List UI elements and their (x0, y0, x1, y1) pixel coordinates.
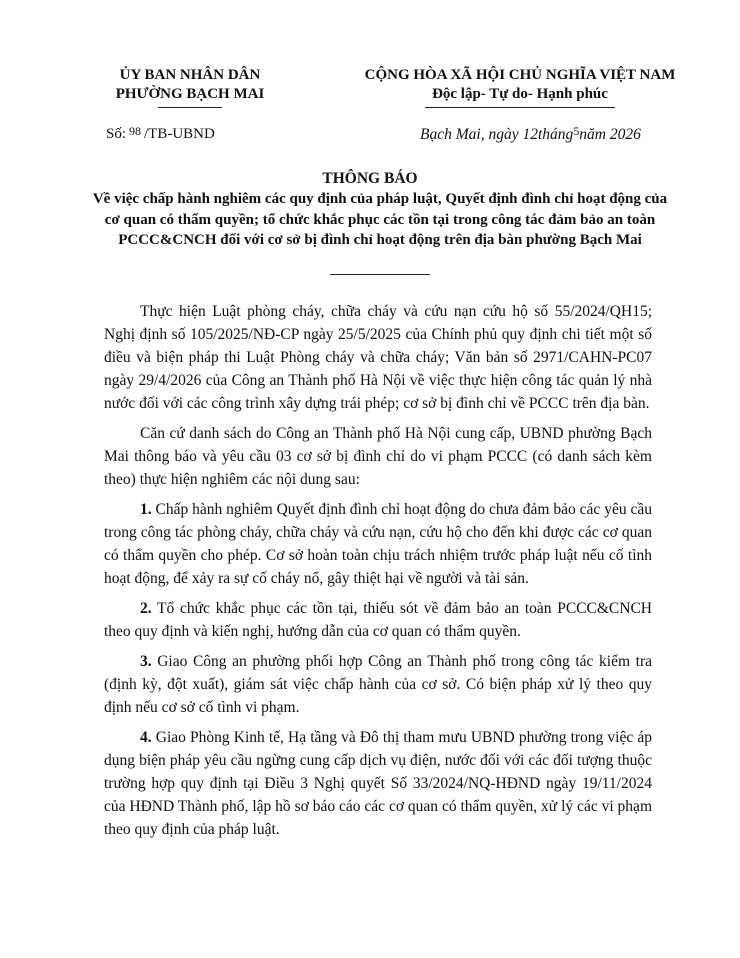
number-suffix: /TB-UBND (144, 126, 215, 142)
numbered-item: 3. Giao Công an phường phối hợp Công an Thành phố trong công tác kiểm tra (định kỳ, đột xuất), giám sát việc chấp hành của cơ sở. Có biện pháp xử lý theo quy định nếu cơ sở cố tình vi phạm. (104, 653, 652, 716)
subject-underline (330, 274, 430, 275)
item-number: 2. (140, 600, 152, 617)
issuing-authority (80, 66, 300, 108)
authority-line-1: ỦY BAN NHÂN DÂN (119, 67, 261, 83)
national-motto (330, 66, 710, 108)
item-number: 1. (140, 501, 152, 518)
date-month: 5 (573, 124, 580, 138)
numbered-item: 2. Tổ chức khắc phục các tồn tại, thiếu sót về đảm bảo an toàn PCCC&CNCH theo quy định và kiến nghị, hướng dẫn của cơ quan có thẩm quyền. (104, 600, 652, 640)
date-year: năm 2026 (579, 126, 641, 143)
document-subject: Về việc chấp hành nghiêm các quy định của pháp luật, Quyết định đình chỉ hoạt động của cơ quan có thẩm quyền; tổ chức khắc phục các tồn tại trong công tác đảm bảo an toàn PCCC&CNCH đối với cơ sở bị đình chỉ hoạt động trên địa bàn phường Bạch Mai (92, 191, 668, 248)
numbered-item: 1. Chấp hành nghiêm Quyết định đình chỉ hoạt động do chưa đảm bảo các yêu cầu trong công tác phòng cháy, chữa cháy và cứu nạn, cứu hộ cho đến khi được các cơ quan có thẩm quyền cho phép. Cơ sở hoàn toàn chịu trách nhiệm trước pháp luật nếu cố tình hoạt động, để xảy ra sự cố cháy nổ, gây thiệt hại về người và tài sản. (104, 501, 652, 587)
document-date (420, 126, 641, 144)
paragraph: Thực hiện Luật phòng cháy, chữa cháy và cứu nạn cứu hộ số 55/2024/QH15; Nghị định số 105/2025/NĐ-CP ngày 25/5/2025 của Chính phủ quy định chi tiết một số điều và biện pháp thi Luật Phòng cháy và chữa cháy; Văn bản số 2971/CAHN-PC07 ngày 29/4/2026 của Công an Thành phố Hà Nội về việc thực hiện công tác quản lý nhà nước đối với các công trình xây dựng trái phép; cơ sở bị đình chỉ về PCCC trên địa bàn. (104, 303, 652, 412)
motto-underline (425, 107, 615, 108)
date-place: Bạch Mai, ngày 12tháng (420, 126, 574, 143)
paragraph: Căn cứ danh sách do Công an Thành phố Hà Nội cung cấp, UBND phường Bạch Mai thông báo và yêu cầu 03 cơ sở bị đình chỉ do vi phạm PCCC (có danh sách kèm theo) thực hiện nghiêm các nội dung sau: (104, 425, 652, 488)
motto: Độc lập- Tự do- Hạnh phúc (432, 86, 608, 102)
document-title: THÔNG BÁO (322, 170, 418, 187)
item-number: 4. (140, 729, 152, 746)
numbered-item: 4. Giao Phòng Kinh tế, Hạ tầng và Đô thị tham mưu UBND phường trong việc áp dụng biện pháp yêu cầu ngừng cung cấp dịch vụ điện, nước đối với các đối tượng thuộc trường hợp quy định tại Điều 3 Nghị quyết Số 33/2024/NQ-HĐND ngày 19/11/2024 của HĐND Thành phố, lập hồ sơ báo cáo các cơ quan có thẩm quyền, xử lý các vi phạm theo quy định của pháp luật. (104, 729, 652, 838)
number-prefix: Số: (106, 126, 127, 142)
authority-line-2: PHƯỜNG BẠCH MAI (115, 86, 265, 102)
number-value: 98 (129, 124, 142, 138)
document-body (104, 300, 652, 848)
item-number: 3. (140, 653, 152, 670)
document-number (106, 126, 215, 143)
nation-name: CỘNG HÒA XÃ HỘI CHỦ NGHĨA VIỆT NAM (364, 67, 676, 83)
authority-underline (158, 107, 222, 108)
